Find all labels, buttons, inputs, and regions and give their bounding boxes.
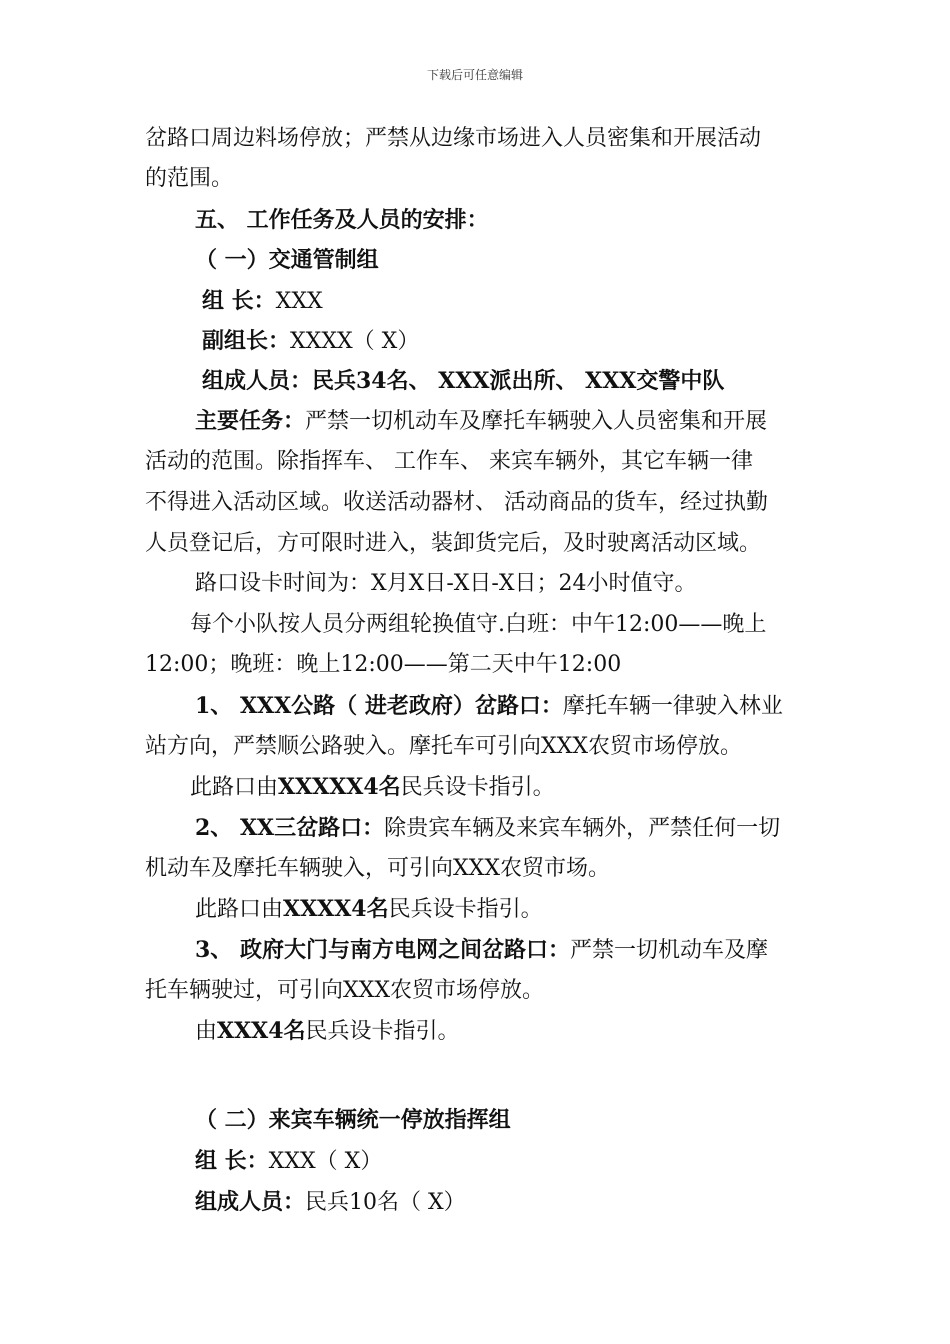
road-label: 1、 XXX公路（ 进老政府）岔路口：	[195, 693, 563, 719]
guide-text: 民兵设卡指引。	[305, 1019, 460, 1044]
deputy-label: 副组长：	[202, 328, 291, 354]
task-text: 严禁一切机动车及摩托车辆驶入人员密集和开展	[305, 409, 768, 434]
road-label: 2、 XX三岔路口：	[195, 815, 385, 841]
road-label: 3、 政府大门与南方电网之间岔路口：	[195, 937, 570, 963]
guide-text: 民兵设卡指引。	[388, 897, 543, 922]
guide-text: 此路口由	[190, 775, 279, 800]
group-members	[195, 1188, 466, 1217]
leader-label: 组 长：	[202, 288, 276, 314]
leader-label: 组 长：	[195, 1148, 269, 1174]
members-label: 组成人员：	[195, 1189, 306, 1215]
road-text: 摩托车辆一律驶入林业	[562, 694, 783, 719]
task-line	[195, 407, 767, 436]
paragraph-line: 站方向，严禁顺公路驶入。摩托车可引向XXX农贸市场停放。	[145, 734, 742, 759]
road-text: 除贵宾车辆及来宾车辆外，严禁任何一切	[384, 816, 781, 841]
guide-text: 由	[195, 1019, 218, 1044]
group-title: （ 一）交通管制组	[195, 247, 379, 273]
shift-line: 12:00；晚班：晚上12:00——第二天中午12:00	[145, 652, 622, 677]
road-guide	[190, 773, 555, 802]
leader-value: XXX	[275, 289, 323, 314]
checkpoint-time: 路口设卡时间为：X月X日-X日-X日；24小时值守。	[195, 571, 697, 596]
group-title: （ 二）来宾车辆统一停放指挥组	[195, 1107, 511, 1133]
road-guide	[195, 895, 543, 924]
paragraph-line: 托车辆驶过，可引向XXX农贸市场停放。	[145, 978, 544, 1003]
road-guide	[195, 1017, 460, 1046]
group-leader	[202, 287, 323, 316]
guide-text: 民兵设卡指引。	[400, 775, 555, 800]
group-members: 组成人员：民兵34名、 XXX派出所、 XXX交警中队	[202, 368, 725, 394]
paragraph-line: 不得进入活动区域。收送活动器材、 活动商品的货车，经过执勤	[145, 490, 768, 515]
group-deputy	[202, 327, 419, 356]
paragraph-line: 人员登记后，方可限时进入，装卸货完后，及时驶离活动区域。	[145, 531, 762, 556]
shift-line: 每个小队按人员分两组轮换值守.白班：中午12:00——晚上	[190, 612, 767, 637]
guide-team: XXXXX4名	[278, 774, 401, 800]
paragraph-line: 机动车及摩托车辆驶入，可引向XXX农贸市场。	[145, 856, 610, 881]
guide-text: 此路口由	[195, 897, 284, 922]
guide-team: XXX4名	[217, 1018, 306, 1044]
task-label: 主要任务：	[195, 408, 306, 434]
paragraph-line: 岔路口周边料场停放；严禁从边缘市场进入人员密集和开展活动	[145, 126, 762, 151]
deputy-value: XXXX（ X）	[290, 329, 420, 354]
members-value: 民兵10名（ X）	[305, 1190, 466, 1215]
page-header: 下载后可任意编辑	[426, 68, 523, 82]
guide-team: XXXX4名	[283, 896, 389, 922]
group-leader	[195, 1147, 382, 1176]
leader-value: XXX（ X）	[268, 1149, 383, 1174]
section-heading: 五、 工作任务及人员的安排：	[195, 207, 489, 233]
road-item-2	[195, 814, 780, 843]
road-item-3	[195, 936, 768, 965]
paragraph-line: 的范围。	[145, 166, 234, 191]
paragraph-line: 活动的范围。除指挥车、 工作车、 来宾车辆外，其它车辆一律	[145, 449, 753, 474]
road-item-1	[195, 692, 783, 721]
road-text: 严禁一切机动车及摩	[569, 938, 768, 963]
